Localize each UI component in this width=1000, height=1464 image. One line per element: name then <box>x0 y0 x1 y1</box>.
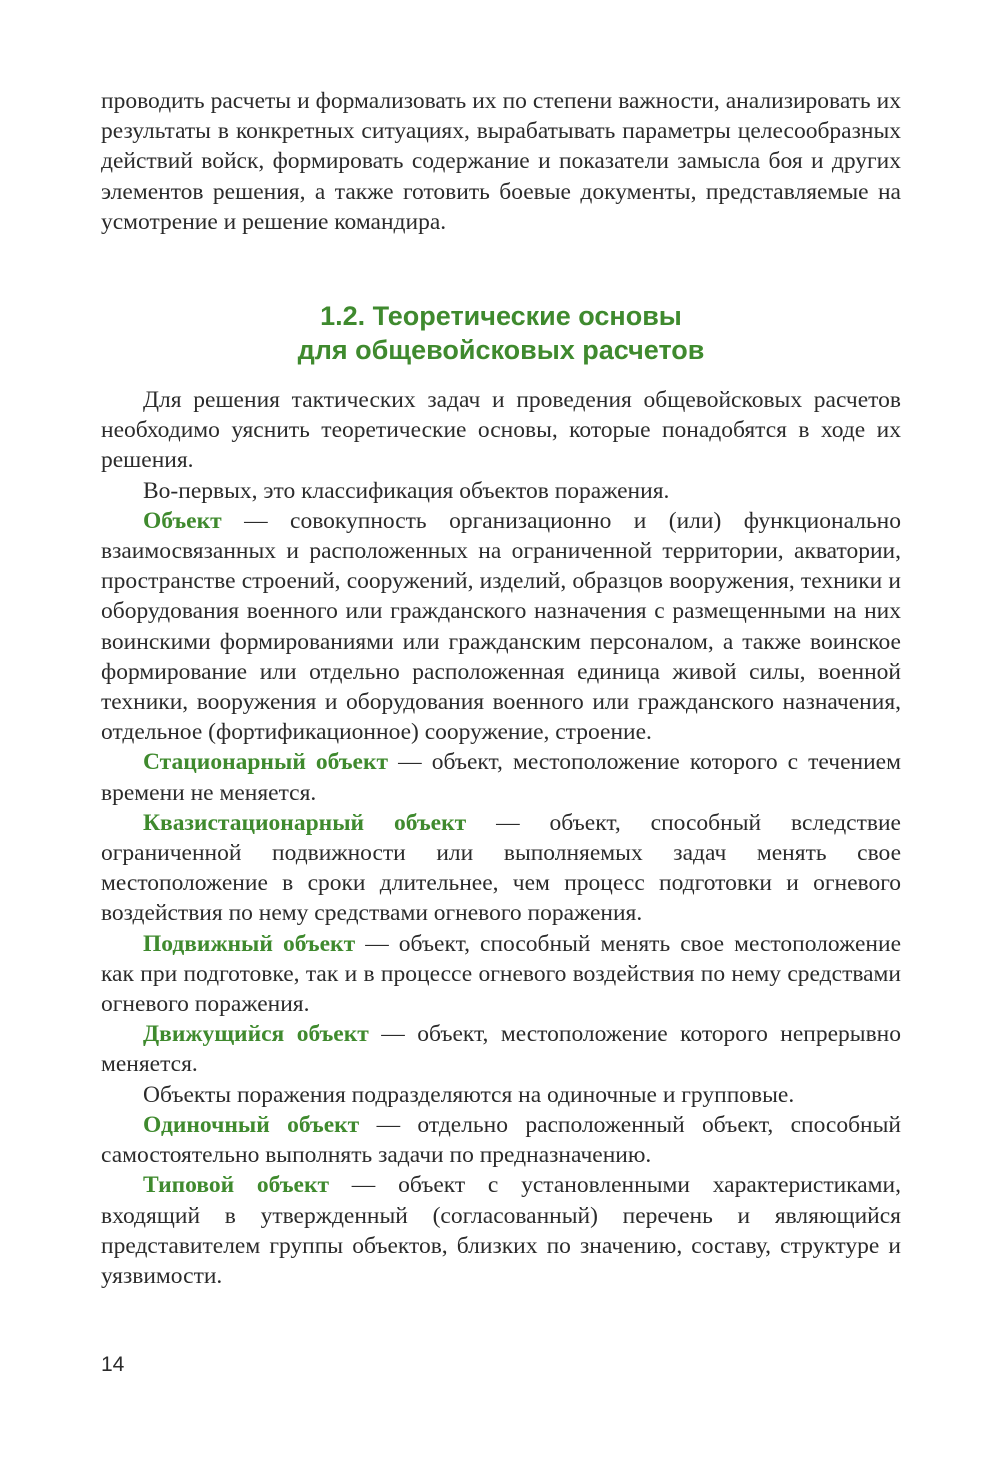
definition-stationary-text: — объект, местоположение которого с течением времени не меняется. <box>101 749 901 806</box>
term-object: Объект <box>143 507 222 534</box>
paragraph-single-group: Объекты поражения подразделяются на одиночные и групповые. <box>143 1081 795 1108</box>
page-body <box>101 86 901 1291</box>
term-moving: Движущийся объект <box>143 1021 369 1048</box>
term-quasi-stationary: Квазистационарный объект <box>143 809 467 836</box>
term-mobile: Подвижный объект <box>143 930 356 957</box>
term-single: Одиночный объект <box>143 1111 360 1138</box>
definition-object <box>101 506 901 748</box>
definition-moving-text: — объект, местоположение которого непрерывно меняется. <box>101 1021 901 1078</box>
paragraph-classification: Во-первых, это классификация объектов поражения. <box>143 477 670 504</box>
definition-typical <box>101 1170 901 1291</box>
definition-quasi-stationary <box>101 808 901 929</box>
definition-typical-text: — объект с установленными характеристиками, входящий в утвержденный (согласованный) перечень и являющийся представителем группы объектов, близких по значению, составу, структуре и уязвимости. <box>101 1172 901 1289</box>
definition-quasi-stationary-text: — объект, способный вследствие ограниченной подвижности или выполняемых задач менять свое местоположение в сроки длительнее, чем процесс подготовки и огневого воздействия по нему средствами огневого поражения. <box>101 809 901 927</box>
definition-single-text: — отдельно расположенный объект, способный самостоятельно выполнять задачи по предназначению. <box>101 1111 902 1169</box>
definition-stationary <box>101 747 901 807</box>
page-number: 14 <box>101 1353 125 1376</box>
paragraph-intro-theory: Для решения тактических задач и проведения общевойсковых расчетов необходимо уяснить теоретические основы, которые понадобятся в ходе их решения. <box>101 387 901 474</box>
definition-mobile-text: — объект, способный менять свое местоположение как при подготовке, так и в процессе огневого воздействия по нему средствами огневого поражения. <box>101 930 901 1018</box>
term-stationary: Стационарный объект <box>143 749 389 776</box>
term-typical: Типовой объект <box>143 1172 330 1199</box>
section-heading-line1: 1.2. Теоретические основы <box>320 301 682 332</box>
intro-paragraph: проводить расчеты и формализовать их по степени важности, анализировать их результаты в конкретных ситуациях, вырабатывать параметры целесообразных действий войск, формировать содержание и показатели замысла боя и других элементов решения, а также готовить боевые документы, представляемые на усмотрение и решение командира. <box>101 88 901 235</box>
definition-object-text: — совокупность организационно и (или) функционально взаимосвязанных и расположенных на ограниченной территории, акватории, пространстве строений, сооружений, изделий, образцов вооружения, техники и оборудования военного или гражданского назначения с размещенными на них воинскими формированиями или гражданским персоналом, а также воинское формирование или отдельно расположенная единица живой силы, военной техники, вооружения и оборудования военного или гражданского назначения, отдельное (фортификационное) сооружение, строение. <box>101 507 901 746</box>
section-heading-line2: для общевойсковых расчетов <box>297 335 705 366</box>
section-heading <box>101 299 901 367</box>
definition-mobile <box>101 929 901 1020</box>
definition-moving <box>101 1019 901 1079</box>
definition-single <box>101 1110 901 1170</box>
